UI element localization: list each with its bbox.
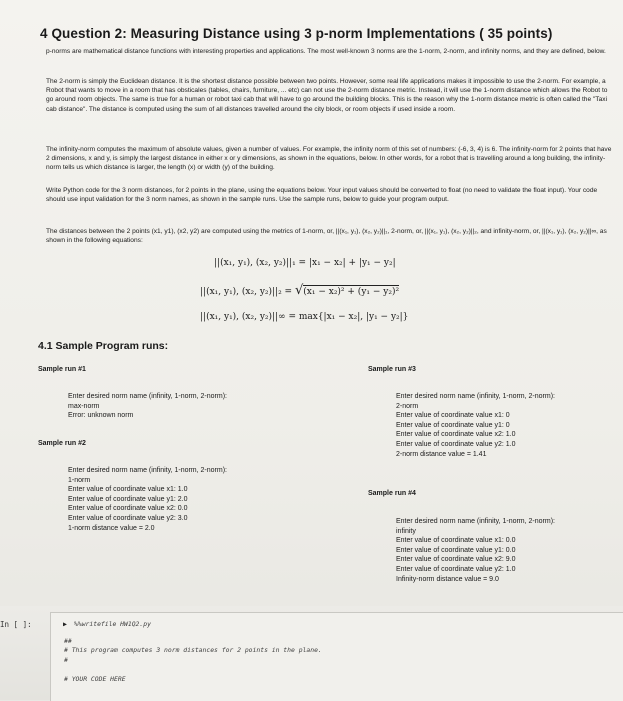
two-norm-formula [200, 283, 399, 298]
code-line[interactable]: # This program computes 3 norm distances for 2 points in the plane. [64, 646, 322, 654]
run1-line: Error: unknown norm [68, 412, 134, 420]
run2-output [68, 466, 227, 533]
run4-line: Enter desired norm name (infinity, 1-norm, 2-norm): [396, 518, 555, 525]
one-norm-formula: ||(x₁, y₁), (x₂, y₂)||₁ = |x₁ − x₂| + |y₁ − y₂| [214, 258, 396, 268]
run3-output [396, 392, 555, 459]
code-line[interactable]: # [64, 656, 68, 664]
run1-line: max-norm [68, 402, 100, 410]
run4-line: Enter value of coordinate value x1: 0.0 [396, 537, 516, 545]
run4-line: Enter value of coordinate value y2: 1.0 [396, 565, 516, 573]
run2-line: 1-norm [68, 476, 91, 484]
run2-line: Enter value of coordinate value x1: 1.0 [68, 486, 188, 494]
run3-line: Enter value of coordinate value y1: 0 [396, 421, 510, 429]
sqrt-symbol: √ [294, 283, 304, 298]
run3-heading: Sample run #3 [368, 366, 416, 373]
run2-heading: Sample run #2 [38, 440, 86, 447]
instructions-paragraph: Write Python code for the 3 norm distances, for 2 points in the plane, using the equations below. Your input values should be converted to float (no need to validate the float input). Your code should use input validation for the 3 norm names, as shown in the sample runs. Use the sample runs, below to guide your program output. [46, 187, 598, 204]
run3-line: Enter value of coordinate value x2: 1.0 [396, 431, 516, 439]
run2-line: Enter value of coordinate value x2: 0.0 [68, 505, 188, 513]
section-title: 4.1 Sample Program runs: [38, 340, 169, 352]
run1-output [68, 392, 227, 421]
intro-paragraph: p-norms are mathematical distance functions with interesting properties and applications. The most well-known 3 norms are the 1-norm, 2-norm, and infinity norms, and they are defined, below. [46, 48, 606, 55]
run-cell-icon[interactable]: ▶ [63, 620, 67, 628]
infinity-norm-formula: ||(x₁, y₁), (x₂, y₂)||∞ = max{|x₁ − x₂|, |y₁ − y₂|} [200, 312, 409, 322]
run3-line: 2-norm [396, 402, 419, 410]
infinity-norm-paragraph: The infinity-norm computes the maximum of absolute values, given a number of values. For example, the infinity norm of this set of numbers: (-6, 3, 4) is 6. The infinity-norm for 2 points that have 2 dimensions, x and y, is simply the largest distance in either x or y dimensions, as shown in the equations, below. In other words, for a robot that is travelling around a long building, the infinity-norm tells us which distance is larger, the length (x) or width (y) of the building. [46, 146, 612, 172]
run1-heading: Sample run #1 [38, 366, 86, 373]
run4-output [396, 517, 555, 584]
run2-line: Enter value of coordinate value y2: 3.0 [68, 514, 188, 522]
run4-line: Enter value of coordinate value y1: 0.0 [396, 546, 516, 554]
two-norm-rhs: (x₁ − x₂)² + (y₁ − y₂)² [303, 287, 400, 297]
run1-line: Enter desired norm name (infinity, 1-norm, 2-norm): [68, 393, 227, 400]
run4-line: Enter value of coordinate value x2: 9.0 [396, 556, 516, 564]
two-norm-paragraph: The 2-norm is simply the Euclidean distance. It is the shortest distance possible between two points. However, some real life applications makes it impossible to use the 2-norm. For example, a Robot that wants to move in a room that has obsticales (tables, chairs, furniture, ... etc) can not use the 2-norm distance metric. Instead, it will use the 1-norm distance which allows the Robot to go around room objects. The same is true for a human or robot taxi cab that will have to go around the building blocks. This is the reason why the 1-norm distance metric is often called the "Taxi cab distance". The distance is computed using the sum of all distances travelled around the city block, or room objects if used inside a room. [46, 78, 608, 113]
question-title: 4 Question 2: Measuring Distance using 3 p-norm Implementations ( 35 points) [40, 26, 553, 41]
code-line[interactable]: # YOUR CODE HERE [64, 675, 126, 683]
run2-line: 1-norm distance value = 2.0 [68, 524, 155, 532]
run2-line: Enter desired norm name (infinity, 1-norm, 2-norm): [68, 467, 227, 474]
two-norm-lhs: ||(x₁, y₁), (x₂, y₂)||₂ = [200, 287, 293, 297]
distances-paragraph: The distances between the 2 points (x1, y1), (x2, y2) are computed using the metrics of 1-norm, or, ||(x₁, y₁), (x₂, y₂)||₁, 2-norm, or, ||(x₁, y₁), (x₂, y₂)||₂, and infinity-norm, or, ||(x₁, y₁), (x₂, y₂)||∞, as shown in the following equations: [46, 228, 607, 245]
code-line[interactable]: ## [64, 637, 72, 645]
run4-line: infinity [396, 527, 416, 535]
cell-prompt: In [ ]: [0, 620, 32, 629]
run4-heading: Sample run #4 [368, 490, 416, 497]
run3-line: Enter desired norm name (infinity, 1-norm, 2-norm): [396, 393, 555, 400]
run3-line: Enter value of coordinate value x1: 0 [396, 412, 510, 420]
run2-line: Enter value of coordinate value y1: 2.0 [68, 495, 188, 503]
code-line[interactable]: %%writefile HW1Q2.py [74, 620, 151, 628]
run3-line: 2-norm distance value = 1.41 [396, 450, 487, 458]
run4-line: Infinity-norm distance value = 9.0 [396, 575, 499, 583]
run3-line: Enter value of coordinate value y2: 1.0 [396, 440, 516, 448]
